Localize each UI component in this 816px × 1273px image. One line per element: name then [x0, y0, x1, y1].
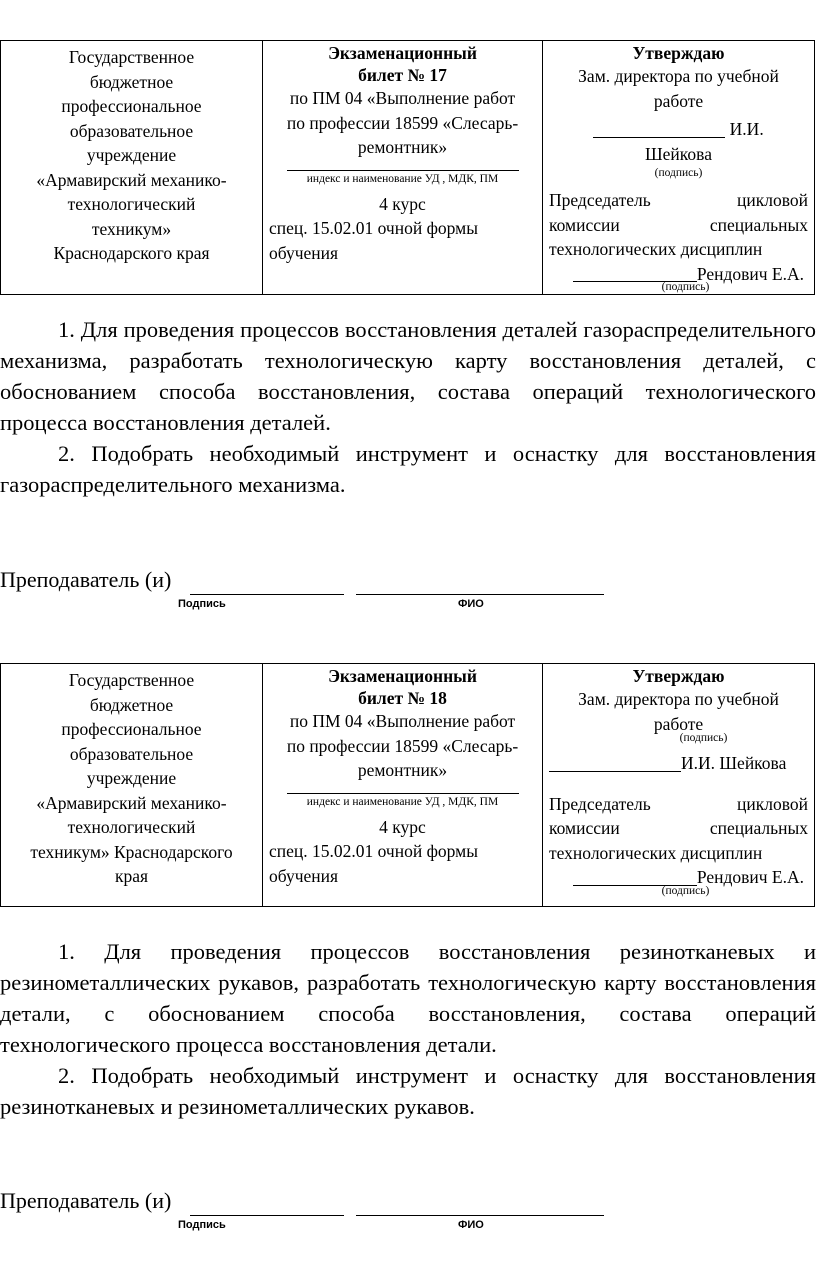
- org-line: «Армавирский механико-: [36, 792, 227, 813]
- teacher-label: Преподаватель (и): [0, 567, 172, 592]
- approval-cell: [543, 664, 815, 907]
- org-line: «Армавирский механико-: [36, 169, 227, 190]
- approver-initials: И.И.: [729, 119, 764, 139]
- course: 4 курс: [379, 193, 426, 214]
- org-line: технологический: [67, 194, 196, 214]
- course: 4 курс: [379, 816, 426, 837]
- chair-name: Рендович Е.А.: [696, 263, 804, 284]
- org-line: техникум» Краснодарского: [30, 841, 233, 862]
- teacher-label: Преподаватель (и): [0, 1188, 172, 1213]
- index-underline: [287, 793, 519, 794]
- ticket-number: билет № 18: [358, 688, 447, 708]
- org-line: Краснодарского края: [53, 243, 210, 263]
- org-line: профессиональное: [61, 719, 202, 739]
- index-caption: индекс и наименование УД , МДК, ПМ: [306, 172, 499, 185]
- org-line: техникум»: [91, 218, 172, 239]
- org-line: учреждение: [86, 768, 177, 788]
- module-line: ремонтник»: [357, 137, 448, 157]
- approve-title: Утверждаю: [632, 666, 725, 686]
- institution-cell: [1, 41, 263, 295]
- fio-caption: ФИО: [458, 598, 484, 610]
- chair-line: комиссии специальных: [549, 818, 808, 838]
- approve-role: Зам. директора по учебной: [578, 66, 779, 86]
- approver-signature-line: [593, 137, 725, 138]
- chair-name: Рендович Е.А.: [696, 867, 804, 887]
- institution-cell: [1, 664, 263, 907]
- chair-line: технологических дисциплин: [549, 239, 763, 259]
- org-line: учреждение: [86, 145, 177, 165]
- approve-role: Зам. директора по учебной: [578, 689, 779, 709]
- chair-line: комиссии специальных: [549, 214, 808, 235]
- teacher-signature-line: [190, 1215, 344, 1216]
- org-line: технологический: [67, 817, 196, 837]
- signature-caption: Подпись: [178, 598, 226, 610]
- exam-title: Экзаменационный: [328, 43, 477, 63]
- org-line: бюджетное: [89, 71, 174, 92]
- org-line: Государственное: [68, 47, 195, 67]
- task-item: 1. Для проведения процессов восстановления резинотканевых и резинометаллических рукавов, разработать технологическую карту восстановления детали, с обоснованием способа восстановления, состава операций технологического процесса восстановления детали.: [0, 939, 816, 1057]
- chair-line: технологических дисциплин: [549, 842, 763, 863]
- teacher-signature-line: [190, 594, 344, 595]
- chair-line: Председатель цикловой: [549, 793, 808, 814]
- ticket-cell: [263, 664, 543, 907]
- ticket-18-tasks: [0, 936, 816, 1122]
- ticket-cell: [263, 41, 543, 295]
- approve-role: работе: [653, 90, 704, 111]
- chair-signature-caption: (подпись): [661, 281, 710, 293]
- teacher-fio-line: [356, 594, 604, 595]
- task-item: 2. Подобрать необходимый инструмент и оснастку для восстановления резинотканевых и резинометаллических рукавов.: [0, 1063, 816, 1119]
- ticket-17-tasks: [0, 314, 816, 500]
- spec-line: спец. 15.02.01 очной формы: [269, 218, 479, 238]
- org-line: профессиональное: [61, 96, 202, 116]
- approver-signature-row: [549, 117, 808, 142]
- approver-signature-caption: (подпись): [679, 732, 728, 744]
- teacher-fio-line: [356, 1215, 604, 1216]
- ticket-number: билет № 17: [358, 65, 447, 85]
- spec-line: обучения: [269, 865, 339, 886]
- index-caption: индекс и наименование УД , МДК, ПМ: [306, 795, 499, 808]
- org-line: бюджетное: [89, 694, 174, 715]
- ticket-17-header-table: [0, 40, 815, 295]
- task-item: 1. Для проведения процессов восстановления деталей газораспределительного механизма, разработать технологическую карту восстановления деталей, с обоснованием способа восстановления, состава операций технологического процесса восстановления деталей.: [0, 317, 816, 435]
- chair-line: Председатель цикловой: [549, 190, 808, 210]
- spec-line: спец. 15.02.01 очной формы: [269, 841, 479, 861]
- approver-signature-row: [549, 751, 808, 776]
- ticket-18-header-table: [0, 663, 815, 907]
- module-line: ремонтник»: [357, 760, 448, 780]
- approver-name: И.И. Шейкова: [681, 753, 787, 773]
- signature-caption: Подпись: [178, 1219, 226, 1231]
- approval-cell: [543, 41, 815, 295]
- module-line: по ПМ 04 «Выполнение работ: [289, 88, 516, 108]
- chair-signature-caption: (подпись): [661, 884, 710, 897]
- module-line: по профессии 18599 «Слесарь-: [286, 735, 519, 756]
- org-line: края: [114, 866, 149, 886]
- approve-title: Утверждаю: [632, 43, 725, 63]
- index-underline: [287, 170, 519, 171]
- module-line: по профессии 18599 «Слесарь-: [286, 112, 519, 133]
- spec-line: обучения: [269, 242, 339, 263]
- org-line: Государственное: [68, 670, 195, 690]
- approver-signature-caption: (подпись): [654, 167, 703, 179]
- module-line: по ПМ 04 «Выполнение работ: [289, 711, 516, 731]
- exam-title: Экзаменационный: [328, 666, 477, 686]
- approver-surname: Шейкова: [645, 143, 712, 164]
- task-item: 2. Подобрать необходимый инструмент и оснастку для восстановления газораспределительного механизма.: [0, 441, 816, 497]
- approve-role: работе: [653, 713, 704, 734]
- org-line: образовательное: [69, 120, 194, 141]
- org-line: образовательное: [69, 743, 194, 764]
- approver-signature-line: [549, 771, 681, 772]
- fio-caption: ФИО: [458, 1219, 484, 1231]
